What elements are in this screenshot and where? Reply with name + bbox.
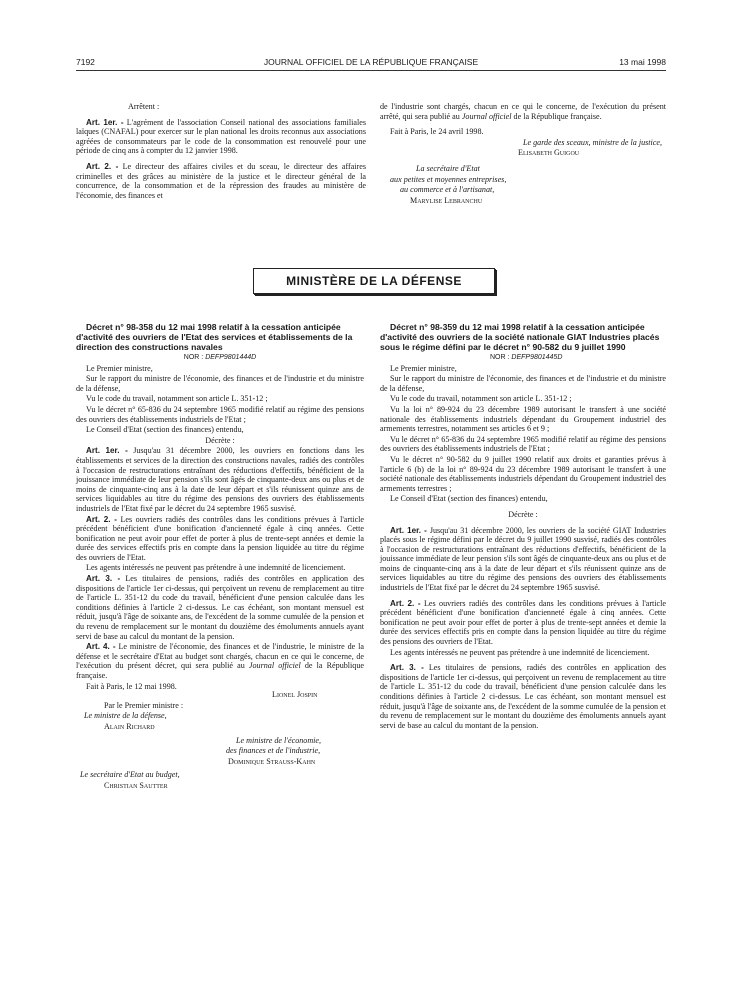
top-right-text: de l'industrie sont chargés, chacun en ce qui le concerne, de l'exécution du présent arrêté, qui sera publié au Journal officiel de la République française. [380, 102, 666, 121]
left-p1: Le Premier ministre, [86, 363, 153, 373]
decree-98-358 [76, 322, 364, 792]
arretent: Arrêtent : [128, 102, 160, 111]
pm-by: Par le Premier ministre : [104, 700, 184, 710]
sig2-role-3: au commerce et à l'artisanat, [400, 185, 495, 195]
left-p4: Vu le décret n° 65-836 du 24 septembre 1965 modifié relatif au régime des pensions des ouvriers des établissements industriels de l'Etat ; [76, 404, 364, 424]
right-p1: Le Premier ministre, [390, 363, 457, 373]
top-article-2: Art. 2. - Le directeur des affaires civiles et du sceau, le directeur des affaires criminelles et des grâces au ministère de la justice et le directeur général de la concurrence, de la consommation et de la répression des fraudes au ministère de l'économie, des finances et [76, 161, 366, 200]
journal-title: JOURNAL OFFICIEL DE LA RÉPUBLIQUE FRANÇAISE [263, 57, 479, 67]
header-rule [76, 70, 666, 71]
decree-right-nor: NOR : DEFP9801445D [490, 354, 563, 361]
right-p7: Le Conseil d'Etat (section des finances) entendu, [390, 494, 548, 504]
page-number: 7192 [76, 57, 95, 67]
right-p6: Vu le décret n° 90-582 du 9 juillet 1990 relatif aux droits et garanties prévus à l'article 6 (b) de la loi n° 89-924 du 23 décembre 1989 autorisant le transfert à une société nationale des établissements industriels dépendant du Groupement industriel des armements terrestres ; [380, 454, 666, 493]
sig1-name: Elisabeth Guigou [518, 148, 580, 158]
right-p3: Vu le code du travail, notamment son article L. 351-12 ; [390, 394, 572, 404]
left-article-2-p2: Les agents intéressés ne peuvent pas prétendre à une indemnité de licenciement. [86, 563, 346, 573]
left-p2: Sur le rapport du ministre de l'économie, des finances et de l'industrie et du ministre de la défense, [76, 374, 364, 393]
ministry-title: MINISTÈRE DE LA DÉFENSE [286, 274, 462, 288]
left-article-4: Art. 4. - Le ministre de l'économie, des finances et de l'industrie, le ministre de la défense et le secrétaire d'Etat au budget sont chargés, chacun en ce qui le concerne, de l'exécution du présent décret, qui sera publié au Journal officiel de la République française. [76, 642, 364, 680]
pm-name: Lionel Jospin [272, 690, 318, 700]
top-article-1: Art. 1er. - L'agrément de l'association Conseil national des associations familiales laïques (CNAFAL) pour exercer sur le plan national les droits reconnus aux associations agréées de consommateurs par le code de la consommation est renouvelé pour une période de cinq ans à compter du 12 janvier 1998. [76, 117, 366, 156]
top-place-date: Fait à Paris, le 24 avril 1998. [390, 127, 484, 137]
decree-left-title: Décret n° 98-358 du 12 mai 1998 relatif à la cessation anticipée d'activité des ouvriers de l'Etat des services et établissements de la direction des constructions navales [76, 322, 353, 352]
eco-name: Dominique Strauss-Kahn [228, 756, 316, 766]
left-decrete: Décrète : [205, 435, 235, 445]
defense-role: Le ministre de la défense, [84, 711, 167, 721]
eco-role-1: Le ministre de l'économie, [236, 735, 322, 745]
right-article-2-p2: Les agents intéressés ne peuvent pas prétendre à une indemnité de licenciement. [390, 647, 650, 657]
page-header [76, 57, 666, 71]
left-place-date: Fait à Paris, le 12 mai 1998. [86, 681, 177, 691]
left-p3: Vu le code du travail, notamment son article L. 351-12 ; [86, 394, 268, 404]
right-p5: Vu le décret n° 65-836 du 24 septembre 1965 modifié relatif au régime des pensions des ouvriers des établissements industriels de l'Etat ; [380, 434, 666, 454]
sig2-name: Marylise Lebranchu [410, 195, 483, 205]
top-right-column [380, 102, 666, 206]
right-article-2: Art. 2. - Les ouvriers radiés des contrôles dans les conditions prévues à l'article précédent bénéficient d'une bonification d'ancienneté égale à cinq années. Cette bonification ne peut avoir pour effet de porter à plus de trente-sept années et demie la durée des services effectifs pris en compte dans la pension liquidée au titre du régime des pensions des ouvriers de l'Etat. [380, 598, 666, 647]
left-p5: Le Conseil d'Etat (section des finances) entendu, [86, 425, 244, 435]
eco-role-2: des finances et de l'industrie, [226, 746, 321, 756]
left-article-3: Art. 3. - Les titulaires de pensions, radiés des contrôles en application des dispositions de l'article 1er ci-dessus, qui perçoivent un revenu de remplacement au titre de l'article L. 351-12 du code du travail, bénéficient d'une pension calculée dans les conditions définies à l'article 2 ci-dessus. Le cas échéant, son montant mensuel est réduit, jusqu'à l'âge de soixante ans, de l'excédent de la somme cumulée de la pension et du revenu de remplacement sur le montant du douzième des émoluments annuels ayant servi de base au calcul du montant de la pension. [76, 574, 364, 641]
left-article-1: Art. 1er. - Jusqu'au 31 décembre 2000, les ouvriers en fonctions dans les établissements et services de la direction des constructions navales, radiés des contrôles à l'occasion de restructurations entraînant des réductions d'effectifs, bénéficient de la jouissance immédiate de leur pension s'ils sont âgés de cinquante-deux ans ou plus et de moins de cinquante-cinq ans à la date de leur départ et s'ils réunissent quinze ans de services liquidables au titre du régime des pensions des ouvriers des établissements industriels de l'Etat fixé par le décret du 24 septembre 1965 susvisé. [76, 446, 364, 513]
sig1-role: Le garde des sceaux, ministre de la justice, [523, 137, 662, 147]
right-article-1: Art. 1er. - Jusqu'au 31 décembre 2000, les ouvriers de la société GIAT Industries placés sous le régime défini par le décret du 9 juillet 1990 susvisé, radiés des contrôles à l'occasion de restructurations entraînant des réductions d'effectifs, bénéficient de la jouissance immédiate de leur pension s'ils sont âgés de cinquante-deux ans ou plus et de moins de cinquante-cinq ans à la date de leur départ et s'ils réunissent quinze ans de services liquidables au titre du régime des pensions des ouvriers des établissements industriels de l'Etat fixé par le décret du 24 septembre 1965 susvisé. [380, 525, 666, 593]
right-article-3: Art. 3. - Les titulaires de pensions, radiés des contrôles en application des dispositions de l'article 1er ci-dessus, qui perçoivent un revenu de remplacement au titre de l'article L. 351-12 du code du travail, bénéficient d'une pension calculée dans les conditions définies à l'article 2 ci-dessus. Le cas échéant, son montant mensuel est réduit, jusqu'à l'âge de soixante ans, de l'excédent de la somme cumulée de la pension et du revenu de remplacement sur le montant du douzième des émoluments annuels ayant servi de base au calcul du montant de la pension. [380, 663, 666, 730]
top-left-column [76, 102, 366, 201]
issue-date: 13 mai 1998 [619, 57, 666, 67]
left-article-2: Art. 2. - Les ouvriers radiés des contrôles dans les conditions prévues à l'article précédent bénéficient d'une bonification d'ancienneté égale à cinq années. Cette bonification ne peut avoir pour effet de porter à plus de trente-sept années et demie la durée des services effectifs pris en compte dans la pension liquidée au titre du régime des ouvriers de l'Etat. [76, 514, 364, 562]
right-p2: Sur le rapport du ministre de l'économie, des finances et de l'industrie et du ministre de la défense, [380, 374, 666, 393]
budget-name: Christian Sautter [104, 780, 168, 790]
decree-right-title: Décret n° 98-359 du 12 mai 1998 relatif à la cessation anticipée d'activité des ouvriers de la société nationale GIAT Industries placés sous le régime défini par le décret n° 90-582 du 9 juillet 1990 [380, 322, 660, 352]
sig2-role-1: La secrétaire d'Etat [416, 163, 480, 173]
ministry-banner [253, 268, 495, 294]
sig2-role-2: aux petites et moyennes entreprises, [390, 174, 507, 184]
right-p4: Vu la loi n° 89-924 du 23 décembre 1989 autorisant le transfert à une société nationale des établissements industriels dépendant du Groupement industriel des armements terrestres, notamment ses articles 6 et 9 ; [380, 404, 666, 434]
right-decrete: Décrète : [508, 509, 538, 519]
budget-role: Le secrétaire d'Etat au budget, [80, 770, 180, 780]
decree-left-nor: NOR : DEFP9801444D [183, 354, 257, 361]
defense-name: Alain Richard [104, 721, 155, 731]
decree-98-359 [380, 322, 666, 731]
